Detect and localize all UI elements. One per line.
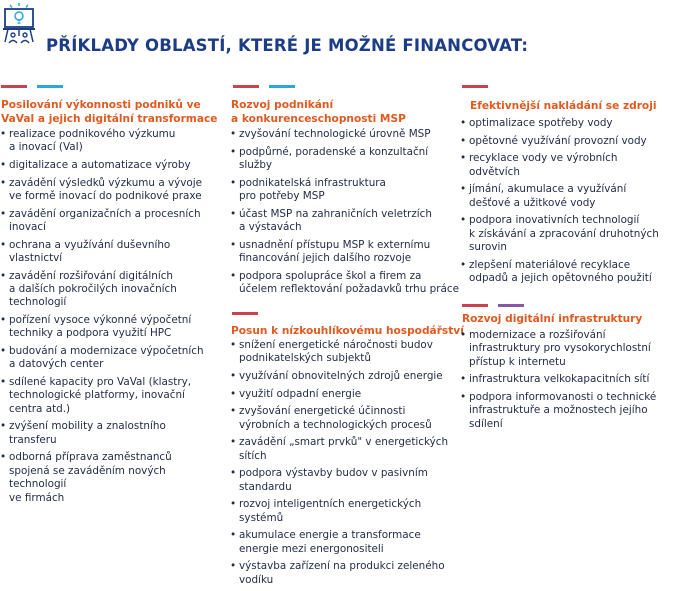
list-item-text: transferu [9,433,57,446]
list-item-text: odpadů a jejich opětovného použití [469,272,652,284]
list-item-text: přístup k internetu [469,355,566,368]
list-item-text: • recyklace vody ve výrobních [469,152,618,165]
section-accent-bars [462,85,488,88]
list-item-text: výrobních a technologických procesů [239,418,432,431]
list-item [230,436,455,463]
list-item-text: infrastruktuře a možnostech jejího [469,404,648,417]
list-item [230,339,455,366]
list-item [0,314,225,341]
section-accent-bars [1,85,63,88]
list-item [230,128,455,141]
list-item-text: financování jejich dalšího rozvoje [239,252,412,264]
accent-bar [498,304,524,307]
list-item-text: a dalších pokročilých inovačních [9,283,177,295]
section-title: Efektivnější nakládání se zdroji [470,100,657,112]
list-item-text: techniky a podpora využití HPC [9,327,172,340]
list-item-text: vodíku [239,573,274,586]
section-accent-bars [233,85,295,88]
list-item-text: • zavádění „smart prvků" v energetických [239,436,449,449]
list-item-text: systémů [239,511,284,524]
list-item [230,269,459,297]
list-item-text: • infrastruktura velkokapacitních sítí [469,373,650,386]
section-list [460,117,695,290]
list-item-text: technologické platformy, inovační [9,389,185,402]
list-item [460,135,695,148]
list-item-text: sdílení [469,417,503,430]
accent-bar [37,85,63,88]
accent-bar [1,85,27,88]
list-item-text: • podnikatelská infrastruktura [239,176,386,189]
list-item-text: a datových center [9,358,104,371]
list-item-text: • usnadnění přístupu MSP k externímu [239,238,431,251]
list-item-text: energie mezi energonositeli [239,542,384,555]
list-item [230,467,455,494]
section-title: Rozvoj podnikání a konkurenceschopnosti MSP [231,99,406,125]
list-item [230,146,455,173]
list-item-text: • akumulace energie a transformace [239,529,421,542]
list-item-text: pro potřeby MSP [239,190,325,202]
list-item-text: • podpora spolupráce škol a firem za [239,269,422,282]
list-item-text: • využití odpadní energie [239,387,362,400]
list-item-text: podnikatelských subjektů [239,352,371,365]
list-item [460,259,695,286]
list-item-text: dešťové a užitkové vody [469,196,596,209]
section-accent-bars [232,312,258,315]
section-list [230,339,455,591]
list-item-text: • zavádění rozšiřování digitálních [9,269,174,282]
section-list [230,128,459,301]
list-item-text: • rozvoj inteligentních energetických [239,498,422,511]
list-item [230,388,455,401]
accent-bar [269,85,295,88]
list-item-text: • modernizace a rozšiřování [469,329,606,341]
list-item [0,270,225,310]
list-item-text: služby [239,159,273,171]
list-item-text: a inovací (VaI) [9,141,83,154]
list-item-text: inovací [9,221,46,233]
list-item-text: • optimalizace spotřeby vody [469,117,613,129]
accent-bar [232,312,258,315]
list-item [230,405,455,432]
section-title: Rozvoj digitální infrastruktury [462,313,643,325]
list-item [460,391,695,431]
list-item [460,214,695,254]
list-item-text: • digitalizace a automatizace výroby [9,159,191,171]
list-item-text: vlastnictví [9,252,63,264]
list-item-text: • sdílené kapacity pro VaVal (klastry, [9,376,192,388]
list-item-text: centra atd.) [9,402,71,415]
page-title: PŘÍKLADY OBLASTÍ, KTERÉ JE MOŽNÉ FINANCOVAT: [46,36,529,55]
list-item-text: k získávání a zpracování druhotných [469,227,659,240]
list-item-text: • zvýšení mobility a znalostního [9,420,166,433]
list-item [0,420,225,447]
list-item-text: • odborná příprava zaměstnanců [9,451,172,464]
list-item-text: • zavádění organizačních a procesních [9,207,201,220]
list-item-text: a výstavách [239,221,302,233]
list-item [230,370,455,383]
list-item [230,529,455,556]
section-title: Posun k nízkouhlíkovému hospodářství [231,325,464,337]
list-item [0,128,225,155]
list-item [0,345,225,372]
list-item-text: odvětvích [469,165,520,178]
list-item [230,177,455,204]
list-item-text: • podpora informovanosti o technické [469,391,657,403]
list-item [0,208,225,235]
list-item-text: • jímání, akumulace a využívání [469,183,627,196]
list-item [230,208,455,235]
list-item [230,560,455,587]
list-item-text: ve formě inovací do podnikové praxe [9,190,202,202]
list-item [460,373,695,386]
list-item-text: sítích [239,449,267,462]
list-item-text: • snížení energetické náročnosti budov [239,339,433,351]
list-item-text: • realizace podnikového výzkumu [9,128,176,140]
list-item-text: technologií [9,478,67,491]
list-item-text: spojená se zaváděním nových [9,464,166,477]
list-item [230,498,455,525]
list-item [0,177,225,204]
list-item [460,329,695,369]
list-item [0,451,225,505]
list-item-text: technologií [9,296,67,309]
list-item-text: • využívání obnovitelných zdrojů energie [239,370,443,382]
list-item-text: • zvyšování technologické úrovně MSP [239,128,431,140]
accent-bar [462,85,488,88]
list-item [0,159,225,172]
list-item-text: surovin [469,241,508,253]
list-item-text: ve firmách [9,491,65,504]
list-item-text: • budování a modernizace výpočetních [9,345,204,357]
list-item-text: • podpora výstavby budov v pasivním [239,467,428,480]
section-list [0,128,225,509]
list-item-text: • výstavba zařízení na produkci zeleného [239,560,445,573]
list-item-text: • účast MSP na zahraničních veletrzích [239,207,432,220]
presentation-board-lightbulb-icon [2,2,36,44]
accent-bar [233,85,259,88]
section-accent-bars [462,304,524,307]
list-item [460,183,695,210]
list-item-text: standardu [239,480,292,493]
list-item-text: účelem reflektování požadavků trhu práce [239,283,459,295]
list-item-text: • zvyšování energetické účinnosti [239,405,406,418]
section-title: Posilování výkonnosti podniků ve VaVal a jejich digitální transformace [1,99,218,125]
list-item-text: • podpora inovativních technologií [469,214,640,227]
list-item-text: • opětovné využívání provozní vody [469,134,647,147]
list-item [230,239,455,266]
list-item [460,152,695,179]
list-item-text: • pořízení vysoce výkonné výpočetní [9,314,192,326]
list-item-text: • zavádění výsledků výzkumu a vývoje [9,176,203,189]
accent-bar [462,304,488,307]
list-item-text: • ochrana a využívání duševního [9,238,171,251]
list-item-text: • podpůrné, poradenské a konzultační [239,145,429,158]
list-item [0,239,225,266]
list-item [460,117,695,130]
section-list [460,329,695,435]
list-item-text: • zlepšení materiálové recyklace [469,258,631,271]
list-item-text: infrastruktury pro vysokorychlostní [469,342,651,355]
list-item [0,376,225,416]
